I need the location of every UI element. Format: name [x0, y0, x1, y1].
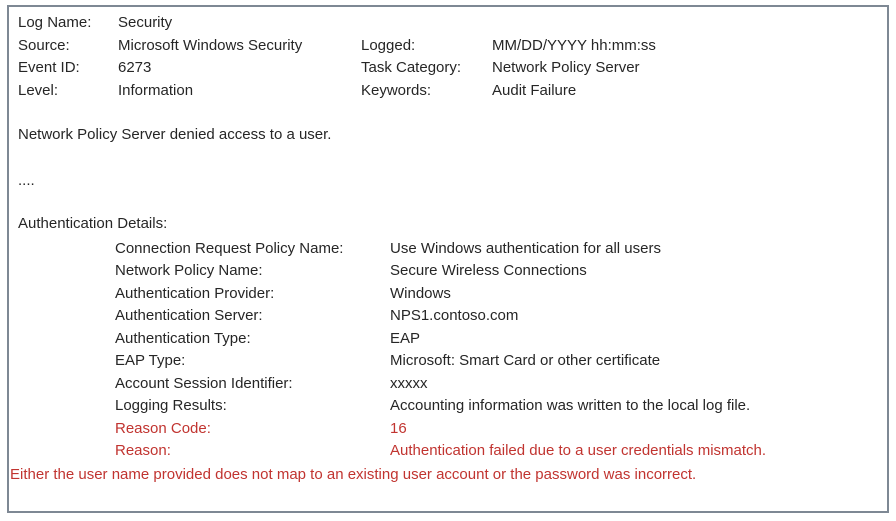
detail-label: Logging Results:	[115, 397, 227, 414]
detail-row-authentication-type	[115, 328, 881, 351]
authentication-details-list	[18, 238, 881, 463]
detail-value: Use Windows authentication for all users	[390, 239, 661, 257]
level-value: Information	[118, 81, 194, 99]
detail-value: Microsoft: Smart Card or other certificate	[390, 352, 661, 369]
logged-label: Logged:	[361, 36, 416, 54]
event-header	[18, 12, 881, 102]
event-id-value: 6273	[118, 59, 152, 76]
keywords-value: Audit Failure	[492, 81, 577, 99]
header-row1-spacer2	[492, 12, 881, 35]
task-category-value: Network Policy Server	[492, 59, 640, 76]
section-title-authentication-details: Authentication Details:	[18, 215, 168, 232]
detail-value: EAP	[390, 329, 421, 347]
detail-value: NPS1.contoso.com	[390, 307, 519, 324]
error-explanation-text: Either the user name provided does not map to an existing user account or the password was incorrect.	[10, 465, 697, 483]
log-name-label: Log Name:	[18, 14, 92, 31]
detail-row-network-policy-name	[115, 260, 881, 283]
event-log-panel	[7, 5, 889, 513]
header-row-source	[18, 35, 881, 58]
detail-row-logging-results	[115, 395, 881, 418]
detail-label: Authentication Server:	[115, 307, 263, 324]
level-label: Level:	[18, 81, 59, 99]
keywords-label: Keywords:	[361, 81, 432, 99]
detail-row-reason	[115, 440, 881, 463]
detail-label: Authentication Provider:	[115, 284, 275, 302]
detail-row-connection-request-policy	[115, 238, 881, 261]
event-id-label: Event ID:	[18, 59, 80, 76]
header-row1-spacer	[361, 12, 492, 35]
detail-row-account-session-identifier	[115, 373, 881, 396]
detail-label: EAP Type:	[115, 352, 186, 369]
event-description: Network Policy Server denied access to a user.	[18, 126, 332, 143]
header-row-event-id	[18, 57, 881, 80]
source-value: Microsoft Windows Security	[118, 36, 303, 54]
detail-value: Secure Wireless Connections	[390, 262, 587, 279]
detail-value: Accounting information was written to the local log file.	[390, 397, 751, 414]
detail-label: Connection Request Policy Name:	[115, 239, 344, 257]
source-label: Source:	[18, 36, 70, 54]
detail-row-eap-type	[115, 350, 881, 373]
detail-label: Reason:	[115, 442, 171, 459]
detail-label: Authentication Type:	[115, 329, 251, 347]
detail-value: 16	[390, 419, 407, 437]
ellipsis-text: ....	[18, 171, 35, 189]
task-category-label: Task Category:	[361, 59, 462, 76]
header-row-level	[18, 80, 881, 103]
detail-row-authentication-provider	[115, 283, 881, 306]
detail-label: Network Policy Name:	[115, 262, 263, 279]
detail-value: Windows	[390, 284, 451, 302]
detail-label: Reason Code:	[115, 419, 211, 437]
logged-value: MM/DD/YYYY hh:mm:ss	[492, 36, 656, 54]
detail-row-authentication-server	[115, 305, 881, 328]
detail-value: Authentication failed due to a user credentials mismatch.	[390, 442, 767, 459]
detail-row-reason-code	[115, 418, 881, 441]
header-row-log-name	[18, 12, 881, 35]
detail-label: Account Session Identifier:	[115, 374, 293, 392]
detail-value: xxxxx	[390, 374, 428, 392]
log-name-value: Security	[118, 14, 173, 31]
